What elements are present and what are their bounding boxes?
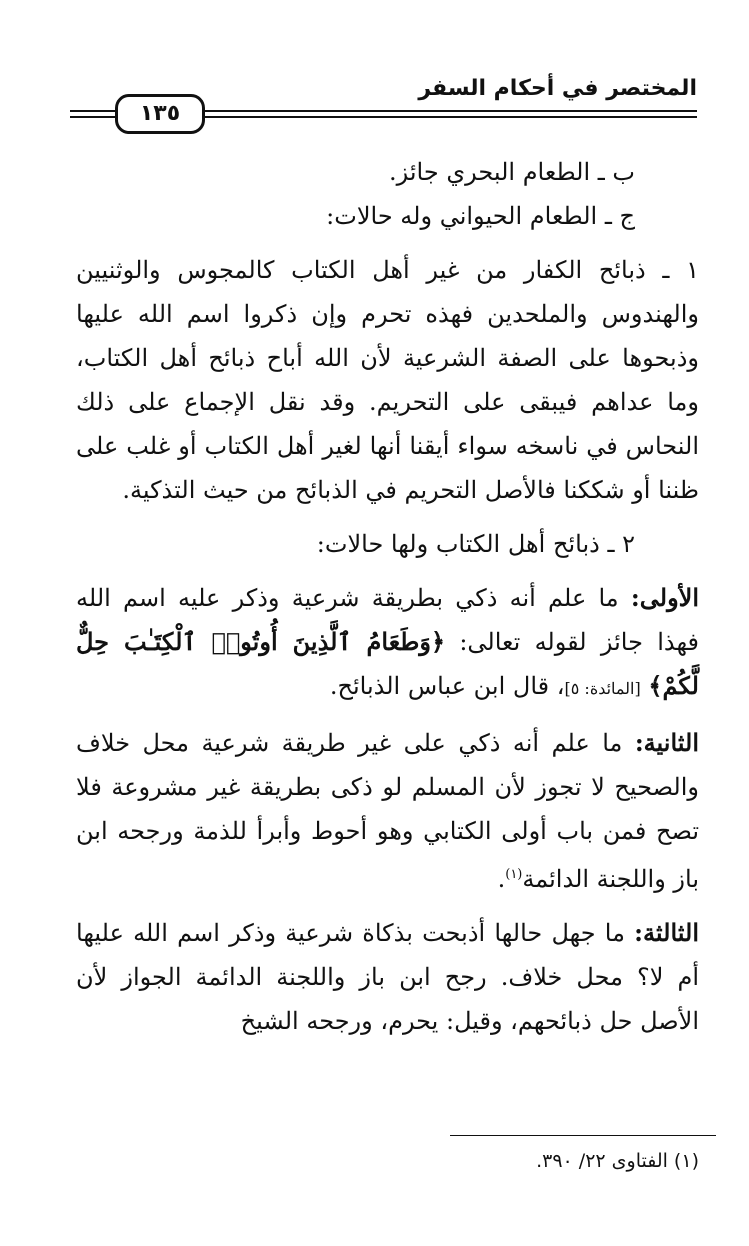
footnote-marker: (١) [505, 867, 523, 882]
footnote-rule [450, 1135, 716, 1136]
item-j: ج ـ الطعام الحيواني وله حالات: [326, 202, 635, 230]
page-body [76, 150, 699, 1043]
case-third-text: ما جهل حالها أذبحت بذكاة شرعية وذكر اسم الله عليها أم لا؟ محل خلاف. رجح ابن باز واللجنة الدائمة الجواز لأن الأصل حل ذبائحهم، وقيل: يحرم، ورجحه الشيخ [76, 919, 699, 1035]
case-second-label: الثانية: [634, 728, 699, 757]
case-second-text: ما علم أنه ذكي على غير طريقة شرعية محل خلاف والصحيح لا تجوز لأن المسلم لو ذكى بطريقة غير مشروعة فلا تصح فمن باب أولى الكتابي وهو أحوط وأبرأ للذمة ورجحه ابن باز واللجنة الدائمة [76, 729, 699, 893]
case-third [76, 911, 699, 1043]
case-first-label: الأولى: [630, 583, 700, 612]
section-1: ١ ـ ذبائح الكفار من غير أهل الكتاب كالمجوس والوثنيين والهندوس والملحدين فهذه تحرم وإن ذكروا اسم الله عليها وذبحوها على الصفة الشرعية لأن الله أباح ذبائح أهل الكتاب، وما عداهم فيبقى على التحريم. وقد نقل الإجماع على ذلك النحاس في ناسخه سواء أيقنا أنها لغير أهل الكتاب أو غلب على ظننا أو شككنا فالأصل التحريم في الذبائح من حيث التذكية. [76, 256, 699, 504]
case-first [76, 576, 699, 711]
case-first-text-end: ، قال ابن عباس الذبائح. [329, 672, 565, 700]
verse-reference: [المائدة: ٥] [564, 679, 641, 698]
section-2: ٢ ـ ذبائح أهل الكتاب ولها حالات: [316, 530, 635, 558]
book-title: المختصر في أحكام السفر [418, 76, 697, 101]
case-third-label: الثالثة: [634, 918, 699, 947]
page-header [70, 70, 697, 140]
case-first-text: ما علم أنه ذكي بطريقة شرعية وذكر عليه اسم الله فهذا جائز لقوله تعالى: [76, 584, 700, 656]
quran-verse: ﴿وَطَعَامُ ٱلَّذِينَ أُوتُوا۟ ٱلْكِتَـٰبَ حِلٌّ لَّكُمْ﴾ [76, 627, 699, 700]
case-second-end: . [497, 865, 506, 893]
footnote: (١) الفتاوى ٢٢/ ٣٩٠. [536, 1150, 699, 1172]
page-number: ١٣٥ [115, 94, 205, 134]
item-b: ب ـ الطعام البحري جائز. [389, 158, 635, 186]
case-second [76, 721, 699, 901]
